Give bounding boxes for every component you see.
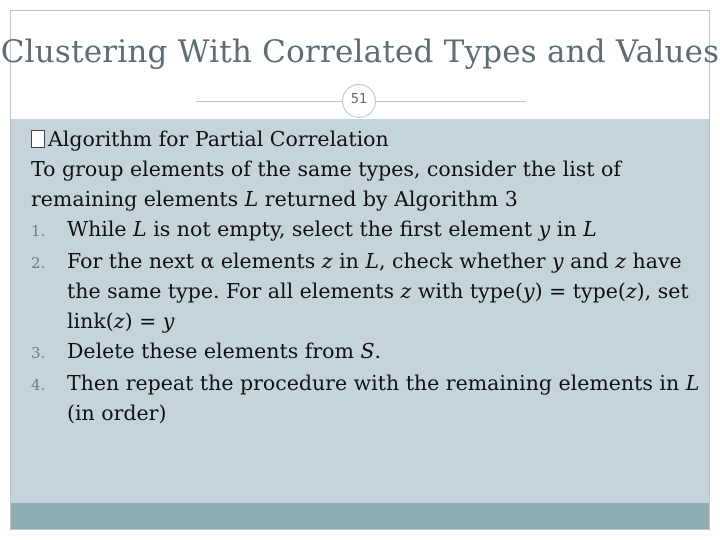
step-text [67, 214, 701, 246]
intro-line-2 [31, 184, 701, 214]
algorithm-steps [31, 214, 701, 428]
step-part: is not empty, select the first element [146, 217, 539, 241]
step-variable: y [552, 249, 564, 273]
step-part: Delete these elements from [67, 339, 361, 363]
step-variable: z [625, 279, 637, 303]
step-variable: z [321, 249, 333, 273]
step-part: in [332, 249, 366, 273]
step-variable: L [583, 217, 597, 241]
title-divider-right [376, 101, 526, 102]
step-item [31, 246, 701, 336]
step-part: ) = [124, 309, 163, 333]
step-item [31, 336, 701, 368]
step-number: 1. [31, 222, 46, 240]
step-part: have the same type. For all elements [67, 249, 682, 303]
step-part: While [67, 217, 134, 241]
step-part: in [550, 217, 584, 241]
intro-text: remaining elements [31, 187, 245, 211]
intro-line-1: To group elements of the same types, consider the list of [31, 157, 621, 181]
step-number: 3. [31, 344, 46, 362]
step-variable: S [360, 339, 375, 363]
step-variable: L [365, 249, 379, 273]
step-text [67, 368, 701, 428]
slide-body [31, 124, 701, 428]
step-variable: L [685, 371, 700, 395]
step-variable: z [113, 309, 125, 333]
step-part: Then repeat the procedure with the remaining elements in [67, 371, 686, 395]
checkbox-bullet-icon [31, 130, 45, 148]
section-heading [31, 124, 701, 154]
step-part: (in order) [67, 401, 167, 425]
step-variable: y [522, 279, 535, 303]
step-part: and [563, 249, 616, 273]
heading-text: Algorithm for Partial Correlation [48, 127, 389, 151]
step-variable: y [538, 217, 551, 241]
slide-title: Clustering With Correlated Types and Values [0, 34, 720, 70]
step-variable: L [133, 217, 147, 241]
step-text [67, 246, 701, 336]
step-variable: y [162, 309, 175, 333]
step-item [31, 214, 701, 246]
step-text [67, 336, 701, 368]
step-part: ), set link( [67, 279, 689, 333]
footer-bar [11, 503, 709, 529]
intro-variable: L [244, 187, 259, 211]
page-number-badge: 51 [342, 84, 376, 118]
title-divider-left [196, 101, 344, 102]
step-number: 2. [31, 254, 46, 272]
step-part: . [374, 339, 382, 363]
intro-text: returned by Algorithm 3 [258, 187, 518, 211]
step-variable: z [615, 249, 627, 273]
step-part: with type( [411, 279, 523, 303]
step-number: 4. [31, 376, 46, 394]
step-part: , check whether [378, 249, 553, 273]
step-item [31, 368, 701, 428]
step-part: For the next α elements [67, 249, 322, 273]
step-part: ) = type( [534, 279, 626, 303]
step-variable: z [400, 279, 412, 303]
